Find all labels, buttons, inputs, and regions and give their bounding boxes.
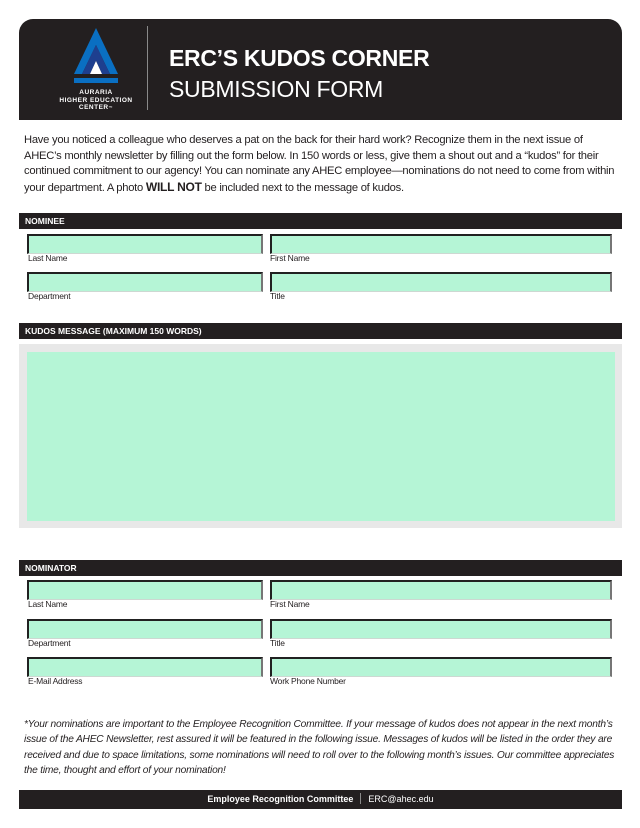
logo-wordmark	[53, 89, 139, 112]
nominee-department-label: Department	[28, 291, 71, 301]
kudos-message-frame	[19, 344, 622, 528]
footer-divider	[360, 793, 361, 804]
logo-line-1: AURARIA	[79, 89, 113, 96]
footer-email-link[interactable]: ERC@ahec.edu	[368, 794, 434, 804]
nominator-first-name-label: First Name	[270, 599, 310, 609]
page-subtitle: SUBMISSION FORM	[169, 76, 384, 102]
logo-trademark: ™	[108, 105, 114, 110]
intro-paragraph	[24, 133, 618, 196]
nominator-last-name-input[interactable]	[27, 580, 263, 600]
nominator-last-name-label: Last Name	[28, 599, 68, 609]
nominee-first-name-input[interactable]	[270, 234, 612, 254]
nominator-phone-label: Work Phone Number	[270, 676, 346, 686]
logo-line-3: CENTER	[78, 104, 109, 111]
nominee-first-name-label: First Name	[270, 253, 310, 263]
header-banner	[19, 19, 622, 120]
footnote: *Your nominations are important to the Employee Recognition Committee. If your message of kudos does not appear in the next month’s issue of the AHEC Newsletter, rest assured it will be featured in the following issue. Messages of kudos will be listed in the order they are received and due to space limitations, some nominations will need to roll over to the following month’s issues. Our committee appreciates the time, thought and effort of your nomination!	[24, 719, 615, 777]
header-divider	[147, 26, 148, 110]
logo-line-2: HIGHER EDUCATION	[59, 96, 133, 104]
auraria-logo	[53, 28, 139, 114]
nominee-last-name-label: Last Name	[28, 253, 68, 263]
nominee-department-input[interactable]	[27, 272, 263, 292]
nominator-title-input[interactable]	[270, 619, 612, 639]
nominator-first-name-input[interactable]	[270, 580, 612, 600]
nominee-title-label: Title	[270, 291, 285, 301]
footer-bar	[19, 790, 622, 809]
auraria-triangle-icon	[74, 28, 118, 84]
footer-organization: Employee Recognition Committee	[207, 794, 354, 804]
nominator-email-label: E-Mail Address	[28, 676, 83, 686]
nominee-title-input[interactable]	[270, 272, 612, 292]
nominator-email-input[interactable]	[27, 657, 263, 677]
nominator-phone-input[interactable]	[270, 657, 612, 677]
nominator-title-label: Title	[270, 638, 285, 648]
nominator-section-header: NOMINATOR	[19, 560, 622, 576]
page-title: ERC’S KUDOS CORNER	[169, 45, 430, 71]
kudos-message-textarea[interactable]	[27, 352, 615, 521]
kudos-section-header: KUDOS MESSAGE (MAXIMUM 150 WORDS)	[19, 323, 622, 339]
intro-emphasis: WILL NOT	[145, 179, 202, 194]
intro-text: Have you noticed a colleague who deserves a pat on the back for their hard work? Recognize them in the next issue of AHEC’s monthly newsletter by filling out the form below. In 150 words or less, give them a shout out and a “kudos” for their continued commitment to our agency! You can nominate any AHEC employee—nominations do not need to come from within your department. A photo	[24, 134, 615, 194]
nominee-last-name-input[interactable]	[27, 234, 263, 254]
nominator-department-input[interactable]	[27, 619, 263, 639]
nominator-department-label: Department	[28, 638, 71, 648]
nominee-section-header: NOMINEE	[19, 213, 622, 229]
intro-text-end: be included next to the message of kudos.	[201, 181, 404, 194]
